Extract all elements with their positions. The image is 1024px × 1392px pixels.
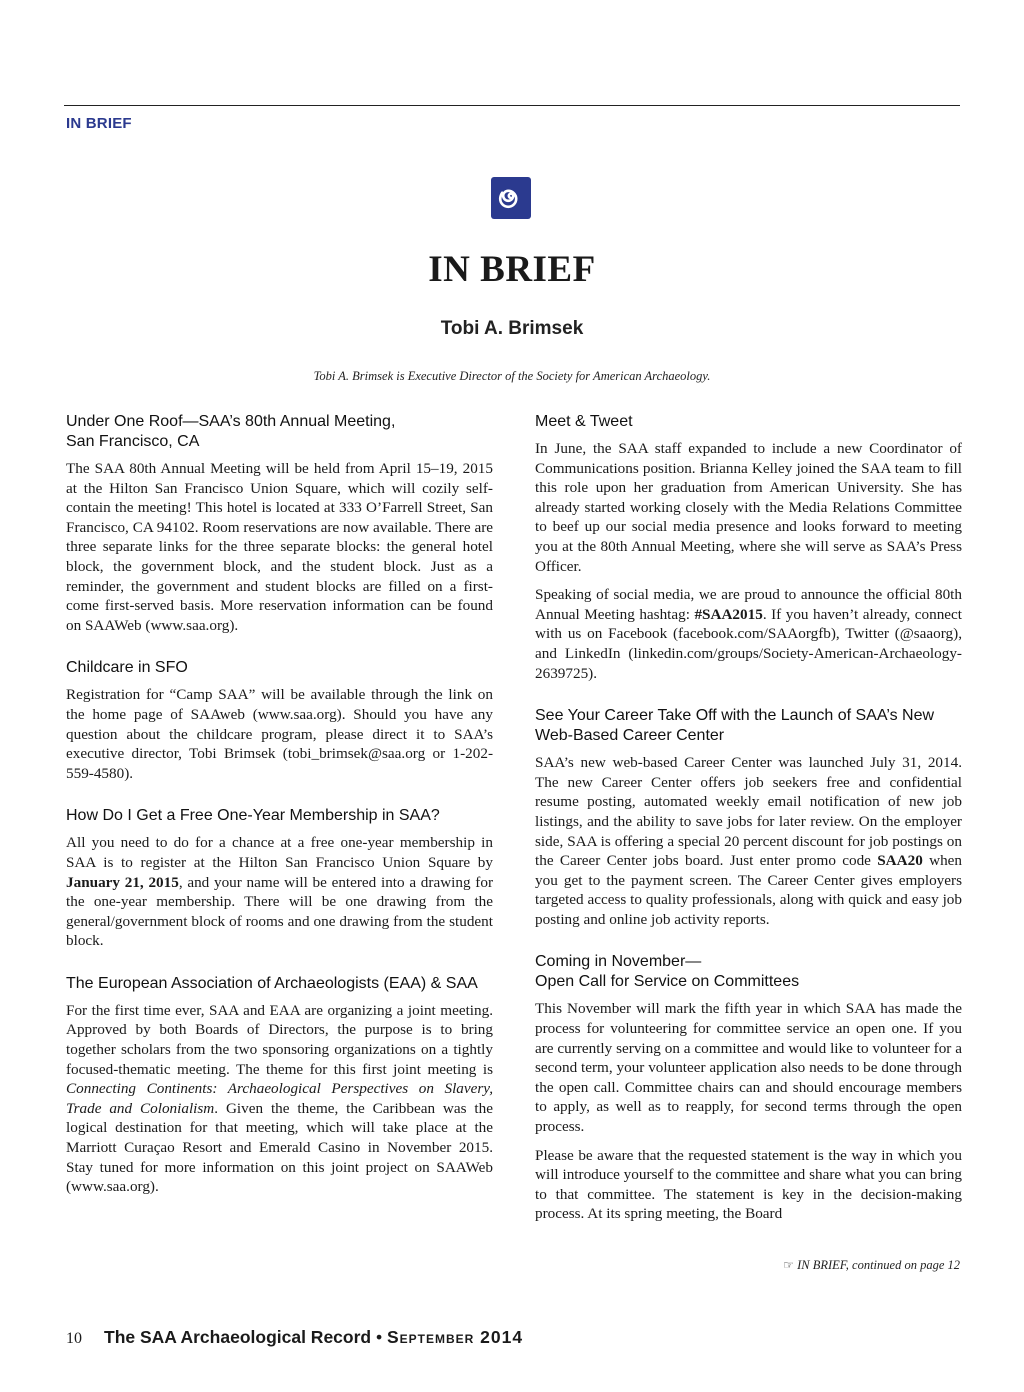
annual-meeting-paragraph: The SAA 80th Annual Meeting will be held from April 15–19, 2015 at the Hilton San Francisco Union Square, which will cozily self-contain the meeting! This hotel is located at 333 O’Farrell Street, San Francisco, CA 94102. Room reservations are now available. There are three separate links for the three separate blocks: the general hotel block, the government block, and the student block. Just as a reminder, the government and student blocks are filled on a first-come first-served basis. More reservation information can be found on SAAWeb (www.saa.org). [66, 460, 493, 634]
career-center-paragraph: SAA’s new web-based Career Center was launched July 31, 2014. The new Career Center offers job seekers free and confidential resume posting, automated weekly email notification of new job listings, and the ability to save jobs for later review. On the employer side, SAA is offering a special 20 percent discount for job postings on the Career Center jobs board. Just enter promo code SAA20 when you get to the payment screen. The Career Center gives employers targeted access to quality professionals, along with quick and easy job posting and online job activity reports. [535, 754, 962, 928]
meeting-theme: Connecting Continents: Archaeological Perspectives on Slavery, Trade and Colonialism [66, 1080, 493, 1117]
pointing-hand-icon: ☞ [783, 1258, 795, 1272]
registration-deadline: January 21, 2015 [66, 873, 179, 891]
free-membership-paragraph: All you need to do for a chance at a free one-year membership in SAA is to register at the Hilton San Francisco Union Square by January 21, 2015, and your name will be entered into a drawing for the one-year membership. There will be one drawing from the general/government block of rooms and one drawing from the student block. [66, 834, 494, 950]
page-footer [66, 1327, 523, 1348]
section-heading-childcare: Childcare in SFO [66, 659, 188, 677]
section-heading-meet-tweet: Meet & Tweet [535, 413, 633, 430]
section-heading-career-center: See Your Career Take Off with the Launch of SAA’s New Web-Based Career Center [535, 707, 935, 745]
meet-tweet-paragraph-2: Speaking of social media, we are proud to announce the official 80th Annual Meeting hashtag: #SAA2015. If you haven’t already, connect with us on Facebook (facebook.com/SAAorgfb), Twitter (@saaorg), and LinkedIn (linkedin.com/groups/Society-American-Archaeology-2639725). [535, 586, 963, 682]
right-column [535, 412, 962, 1233]
footer-separator: • [371, 1327, 387, 1347]
section-tag: IN BRIEF [66, 115, 132, 132]
section-heading-annual-meeting: Under One Roof—SAA’s 80th Annual Meeting, San Francisco, CA [66, 413, 396, 450]
continued-note: ☞ IN BRIEF, continued on page 12 [783, 1258, 960, 1272]
section-heading-free-membership: How Do I Get a Free One-Year Membership in SAA? [66, 807, 440, 825]
author-note: Tobi A. Brimsek is Executive Director of the Society for American Archaeology. [313, 369, 711, 383]
section-heading-eaa: The European Association of Archaeologists (EAA) & SAA [66, 974, 478, 992]
saa-spiral-logo-icon [490, 176, 532, 220]
meeting-hashtag: #SAA2015 [694, 605, 763, 623]
section-heading-committees: Coming in November— Open Call for Service on Committees [535, 953, 800, 991]
header-rule [64, 105, 960, 106]
childcare-paragraph: Registration for “Camp SAA” will be available through the link on the home page of SAAweb (www.saa.org). Should you have any question about the childcare program, please direct it to SAA’s executive director, Tobi Brimsek (tobi_brimsek@saa.org or 1-202-559-4580). [66, 686, 493, 782]
committees-paragraph-2: Please be aware that the requested statement is the way in which you will introduce yourself to the committee and share what you can bring to that committee. The statement is key in the decision-making process. At its spring meeting, the Board [535, 1146, 962, 1223]
page-number: 10 [66, 1330, 82, 1347]
eaa-paragraph: For the first time ever, SAA and EAA are organizing a joint meeting. Approved by both Boards of Directors, the purpose is to bring together scholars from the two sponsoring organizations on a tightly focused-thematic meeting. The theme for this first joint meeting is Connecting Continents: Archaeological Perspectives on Slavery, Trade and Colonialism. Given the theme, the Caribbean was the logical destination for that meeting, which will take place at the Marriott Curaçao Resort and Emerald Casino in November 2015. Stay tuned for more information on this joint project on SAAWeb (www.saa.org). [66, 1001, 493, 1196]
issue-date: September 2014 [386, 1327, 524, 1347]
meet-tweet-paragraph-1: In June, the SAA staff expanded to include a new Coordinator of Communications position. Brianna Kelley joined the SAA team to fill this role upon her graduation from American University. She has already started working closely with the Media Relations Committee to beef up our social media presence and looks forward to meeting you at the 80th Annual Meeting, where she will serve as SAA’s Press Officer. [535, 440, 962, 575]
page-title: IN BRIEF [428, 249, 596, 290]
left-column [66, 412, 493, 1206]
author-name: Tobi A. Brimsek [440, 318, 584, 339]
journal-name: The SAA Archaeological Record [104, 1327, 372, 1347]
promo-code: SAA20 [877, 852, 923, 870]
committees-paragraph-1: This November will mark the fifth year in which SAA has made the process for volunteering for committee service an open one. If you are currently serving on a committee and would like to volunteer for a second term, your volunteer application also needs to be done through the open call. Committee chairs can and should encourage members to apply, as well as to reapply, for second terms through the open process. [535, 1000, 962, 1136]
